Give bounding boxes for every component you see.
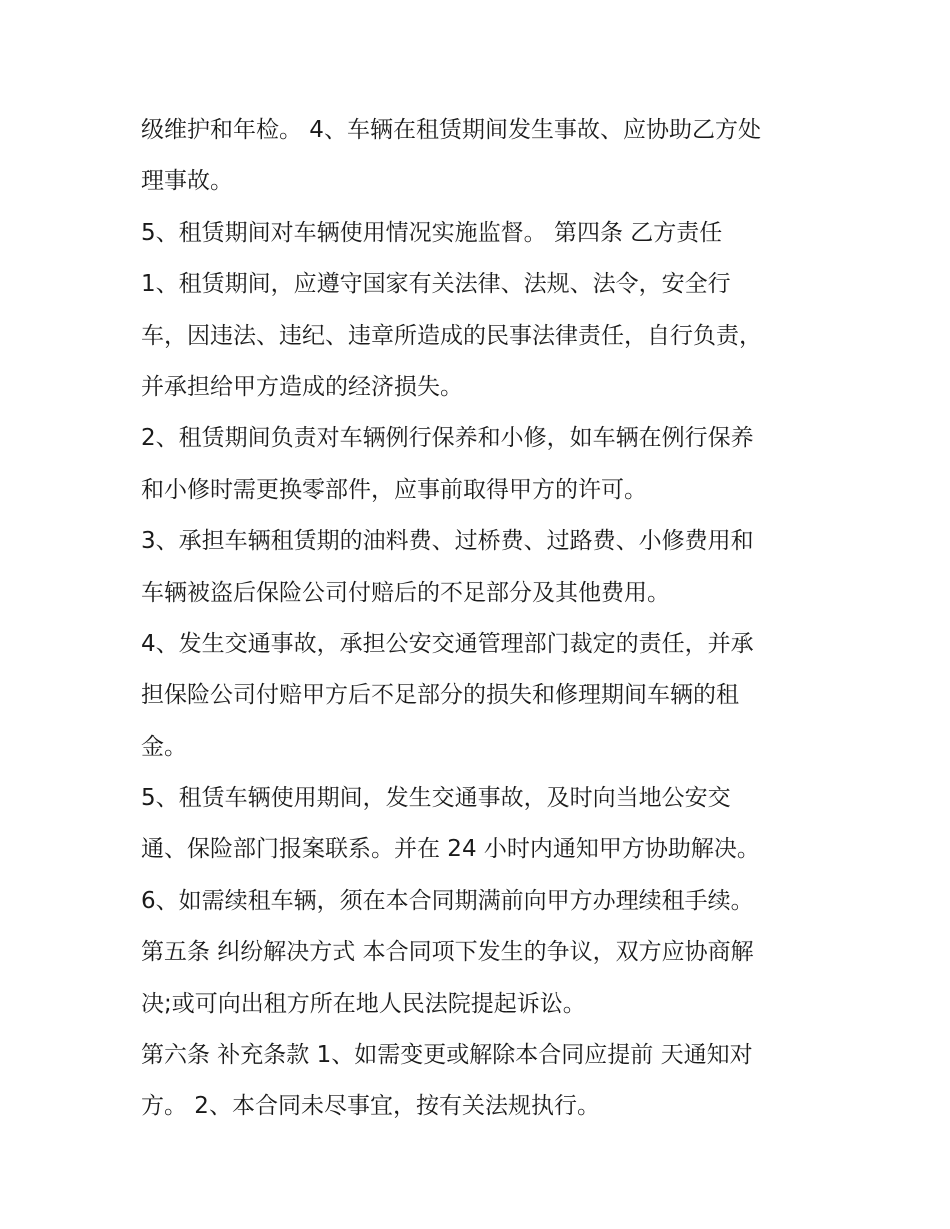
text-line: 通、保险部门报案联系。并在 24 小时内通知甲方协助解决。 xyxy=(141,836,760,863)
text-line: 6、如需续租车辆，须在本合同期满前向甲方办理续租手续。 xyxy=(141,887,754,914)
text-line: 级维护和年检。 4、车辆在租赁期间发生事故、应协助乙方处 xyxy=(141,117,761,143)
text-line: 2、租赁期间负责对车辆例行保养和小修，如车辆在例行保养 xyxy=(141,425,754,452)
text-line: 并承担给甲方造成的经济损失。 xyxy=(141,373,463,400)
text-line: 车辆被盗后保险公司付赔后的不足部分及其他费用。 xyxy=(141,579,670,606)
text-line: 和小修时需更换零部件，应事前取得甲方的许可。 xyxy=(141,476,647,503)
text-line: 担保险公司付赔甲方后不足部分的损失和修理期间车辆的租 xyxy=(141,682,739,709)
text-line: 5、租赁车辆使用期间，发生交通事故，及时向当地公安交 xyxy=(141,785,731,812)
text-line: 决;或可向出租方所在地人民法院提起诉讼。 xyxy=(141,990,586,1017)
text-line: 1、租赁期间，应遵守国家有关法律、法规、法令，安全行 xyxy=(141,271,731,298)
text-line: 理事故。 xyxy=(141,168,233,195)
contract-body-text xyxy=(141,105,821,1133)
text-line: 5、租赁期间对车辆使用情况实施监督。 第四条 乙方责任 xyxy=(141,219,723,246)
text-line: 3、承担车辆租赁期的油料费、过桥费、过路费、小修费用和 xyxy=(141,528,754,555)
text-line: 金。 xyxy=(141,733,187,760)
text-line: 第五条 纠纷解决方式 本合同项下发生的争议，双方应协商解 xyxy=(141,939,754,966)
text-line: 4、发生交通事故，承担公安交通管理部门裁定的责任，并承 xyxy=(141,630,754,657)
text-line: 方。 2、本合同未尽事宜，按有关法规执行。 xyxy=(141,1093,600,1120)
text-line: 第六条 补充条款 1、如需变更或解除本合同应提前 天通知对 xyxy=(141,1042,753,1069)
text-line: 车，因违法、违纪、违章所造成的民事法律责任，自行负责， xyxy=(141,322,762,349)
